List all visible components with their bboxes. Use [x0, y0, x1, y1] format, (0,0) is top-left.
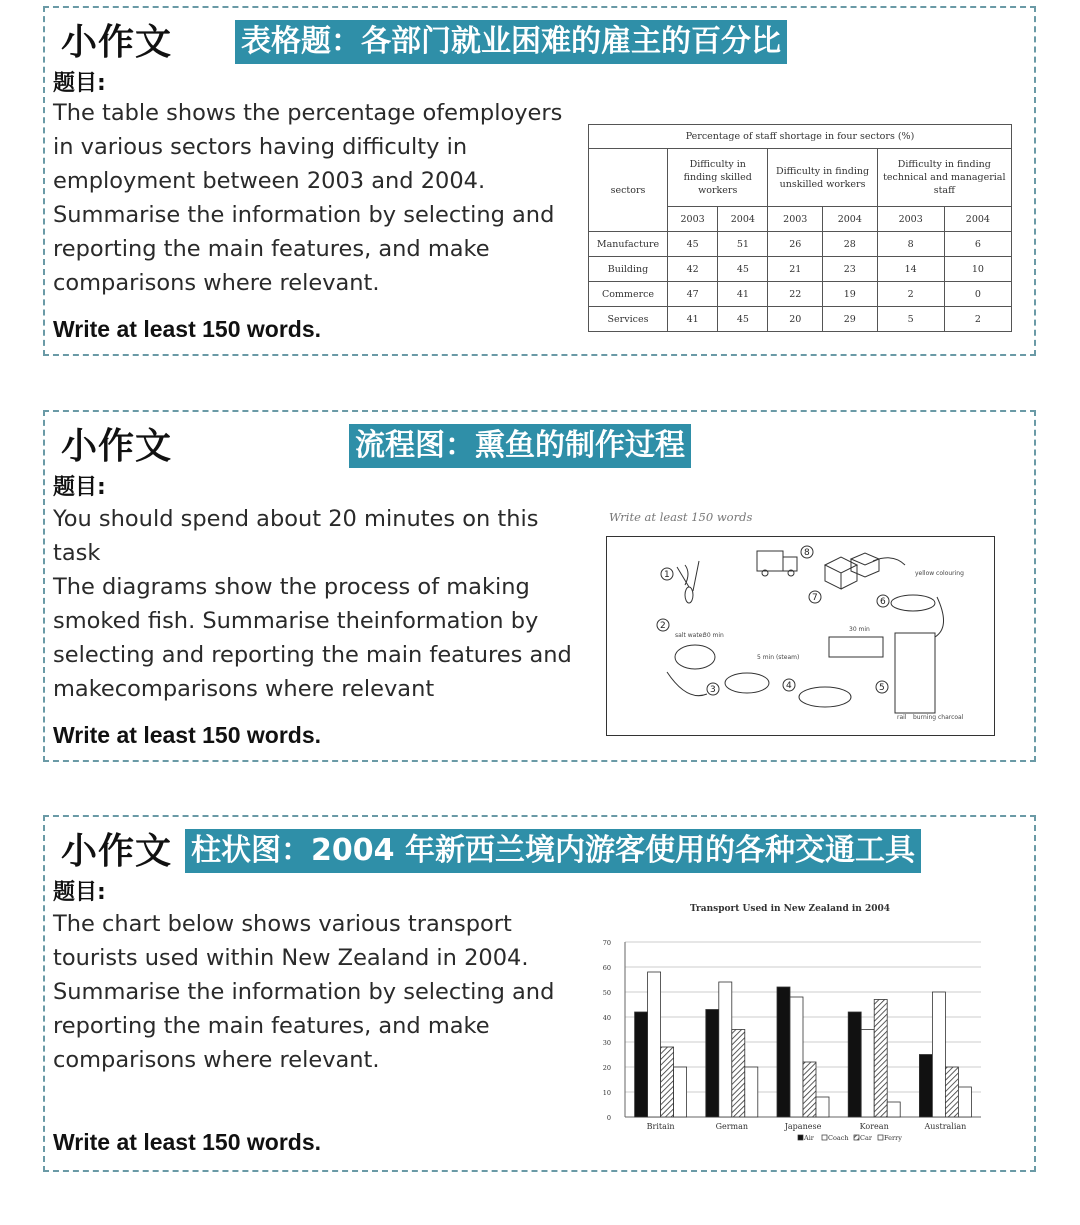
- x-tick-label: Japanese: [784, 1122, 822, 1131]
- sector-cell: Building: [589, 257, 668, 282]
- year-header: 2004: [718, 207, 768, 232]
- bar-coach: [790, 997, 803, 1117]
- group-header: Difficulty in finding skilled workers: [668, 149, 768, 207]
- step-number: 3: [710, 685, 716, 695]
- y-tick-label: 0: [606, 1114, 611, 1122]
- bar-air: [777, 987, 790, 1117]
- sector-cell: Services: [589, 307, 668, 332]
- bar-ferry: [816, 1097, 829, 1117]
- question-label: 题目:: [53, 71, 106, 96]
- word-limit: Write at least 150 words.: [53, 1129, 322, 1155]
- y-tick-label: 50: [602, 989, 611, 997]
- prompt-line: makecomparisons where relevant: [53, 676, 435, 702]
- bar-ferry: [674, 1067, 687, 1117]
- process-illustration: [607, 537, 996, 737]
- bar-coach: [648, 972, 661, 1117]
- flow-label: burning charcoal: [913, 714, 964, 721]
- step-number: 2: [660, 621, 666, 631]
- legend-swatch: [854, 1135, 859, 1140]
- year-header: 2004: [944, 207, 1011, 232]
- prompt-line: task: [53, 540, 101, 566]
- value-cell: 5: [877, 307, 944, 332]
- value-cell: 19: [823, 282, 878, 307]
- salt-water-tub-icon: [675, 645, 715, 669]
- flow-label: 30 min: [703, 632, 724, 639]
- bar-air: [706, 1010, 719, 1118]
- fish-rack-icon: [829, 637, 883, 657]
- truck-cab-icon: [783, 557, 797, 571]
- truck-icon: [757, 551, 783, 571]
- prompt-line: Summarise the information by selecting and: [53, 979, 555, 1005]
- value-cell: 21: [768, 257, 823, 282]
- year-header: 2003: [768, 207, 823, 232]
- table-row: [589, 257, 1012, 282]
- word-limit: Write at least 150 words.: [53, 316, 322, 342]
- drying-rack-icon: [799, 687, 851, 707]
- table-row: [589, 307, 1012, 332]
- prompt-line: The table shows the percentage ofemployers: [53, 100, 563, 126]
- table-caption: Percentage of staff shortage in four sectors (%): [589, 125, 1012, 149]
- value-cell: 41: [668, 307, 718, 332]
- flow-label: yellow colouring: [915, 570, 964, 577]
- value-cell: 2: [944, 307, 1011, 332]
- value-cell: 22: [768, 282, 823, 307]
- value-cell: 0: [944, 282, 1011, 307]
- fish-icon: [685, 587, 693, 603]
- year-header: 2003: [877, 207, 944, 232]
- transport-bar-chart: [585, 897, 1005, 1157]
- topic-banner: 表格题：各部门就业困难的雇主的百分比: [235, 20, 787, 64]
- prompt-line: You should spend about 20 minutes on this: [53, 506, 539, 532]
- word-limit: Write at least 150 words.: [53, 722, 322, 748]
- steamer-icon: [725, 673, 769, 693]
- value-cell: 51: [718, 232, 768, 257]
- prompt-line: reporting the main features, and make: [53, 1013, 490, 1039]
- legend-label: Car: [860, 1134, 872, 1142]
- y-tick-label: 70: [602, 939, 611, 947]
- value-cell: 47: [668, 282, 718, 307]
- step-number: 8: [804, 548, 810, 558]
- bar-ferry: [958, 1087, 971, 1117]
- value-cell: 29: [823, 307, 878, 332]
- y-tick-label: 20: [602, 1064, 611, 1072]
- sector-cell: Manufacture: [589, 232, 668, 257]
- y-tick-label: 30: [602, 1039, 611, 1047]
- year-header: 2004: [823, 207, 878, 232]
- legend-swatch: [798, 1135, 803, 1140]
- value-cell: 28: [823, 232, 878, 257]
- question-label: 题目:: [53, 475, 106, 500]
- value-cell: 23: [823, 257, 878, 282]
- table-row: [589, 232, 1012, 257]
- legend-swatch: [878, 1135, 883, 1140]
- step-number: 7: [812, 593, 818, 603]
- chart-title: Transport Used in New Zealand in 2004: [689, 904, 891, 914]
- arrow-icon: [667, 672, 707, 696]
- step-number: 6: [880, 597, 886, 607]
- sector-cell: Commerce: [589, 282, 668, 307]
- flow-label: 5 min (steam): [757, 654, 800, 661]
- y-tick-label: 40: [602, 1014, 611, 1022]
- prompt-line: employment between 2003 and 2004.: [53, 168, 486, 194]
- prompt-line: comparisons where relevant.: [53, 270, 380, 296]
- topic-banner: 流程图：熏鱼的制作过程: [349, 424, 691, 468]
- value-cell: 8: [877, 232, 944, 257]
- bar-car: [661, 1047, 674, 1117]
- card-table-task: [43, 6, 1036, 356]
- step-number: 1: [664, 570, 670, 580]
- value-cell: 45: [718, 307, 768, 332]
- smoked-fish-process-diagram: [606, 536, 995, 736]
- value-cell: 26: [768, 232, 823, 257]
- step-number: 4: [786, 681, 792, 691]
- prompt-line: comparisons where relevant.: [53, 1047, 380, 1073]
- prompt-line: The diagrams show the process of making: [53, 574, 530, 600]
- flow-label: rail: [897, 714, 907, 721]
- legend-label: Ferry: [884, 1134, 902, 1142]
- prompt-line: tourists used within New Zealand in 2004.: [53, 945, 529, 971]
- value-cell: 41: [718, 282, 768, 307]
- x-tick-label: Australian: [924, 1122, 967, 1131]
- bar-car: [803, 1062, 816, 1117]
- legend-swatch: [822, 1135, 827, 1140]
- value-cell: 45: [668, 232, 718, 257]
- topic-banner: 柱状图：2004 年新西兰境内游客使用的各种交通工具: [185, 829, 921, 873]
- bar-car: [732, 1030, 745, 1118]
- sector-header: sectors: [589, 149, 668, 232]
- bar-car: [874, 1000, 887, 1118]
- prompt-line: in various sectors having difficulty in: [53, 134, 468, 160]
- packing-box-icon: [825, 557, 857, 589]
- bar-air: [635, 1012, 648, 1117]
- prompt-line: reporting the main features, and make: [53, 236, 490, 262]
- question-label: 题目:: [53, 880, 106, 905]
- value-cell: 14: [877, 257, 944, 282]
- fishing-icon: [677, 561, 699, 591]
- bar-air: [848, 1012, 861, 1117]
- group-header: Difficulty in finding technical and managerial staff: [877, 149, 1011, 207]
- smoker-icon: [895, 633, 935, 713]
- arrow-icon: [935, 597, 944, 637]
- y-tick-label: 60: [602, 964, 611, 972]
- step-number: 5: [879, 683, 885, 693]
- x-tick-label: Britain: [646, 1122, 675, 1131]
- bar-car: [945, 1067, 958, 1117]
- colouring-tray-icon: [891, 595, 935, 611]
- prompt-line: selecting and reporting the main features and: [53, 642, 572, 668]
- packing-box-icon: [851, 553, 879, 577]
- bar-coach: [861, 1030, 874, 1118]
- bar-ferry: [745, 1067, 758, 1117]
- prompt-line: Summarise the information by selecting and: [53, 202, 555, 228]
- card-title: 小作文: [61, 426, 173, 467]
- x-tick-label: Korean: [859, 1122, 889, 1131]
- card-title: 小作文: [61, 22, 173, 63]
- table-row: [589, 282, 1012, 307]
- prompt-text: [53, 96, 573, 300]
- flow-label: salt water: [675, 632, 705, 639]
- prompt-line: smoked fish. Summarise theinformation by: [53, 608, 539, 634]
- bar-coach: [719, 982, 732, 1117]
- prompt-line: The chart below shows various transport: [53, 911, 512, 937]
- legend-label: Coach: [828, 1134, 849, 1142]
- card-flow-task: [43, 410, 1036, 762]
- bar-air: [919, 1055, 932, 1118]
- bar-ferry: [887, 1102, 900, 1117]
- value-cell: 6: [944, 232, 1011, 257]
- value-cell: 42: [668, 257, 718, 282]
- card-title: 小作文: [61, 831, 173, 872]
- flow-caption: Write at least 150 words: [609, 510, 753, 524]
- arrow-icon: [873, 558, 905, 565]
- value-cell: 20: [768, 307, 823, 332]
- prompt-text: [53, 502, 573, 706]
- year-header: 2003: [668, 207, 718, 232]
- card-bar-chart-task: [43, 815, 1036, 1172]
- legend-label: Air: [804, 1134, 814, 1142]
- value-cell: 2: [877, 282, 944, 307]
- value-cell: 45: [718, 257, 768, 282]
- flow-label: 30 min: [849, 626, 870, 633]
- x-tick-label: German: [715, 1122, 749, 1131]
- prompt-text: [53, 907, 573, 1077]
- value-cell: 10: [944, 257, 1011, 282]
- y-tick-label: 10: [602, 1089, 611, 1097]
- group-header: Difficulty in finding unskilled workers: [768, 149, 877, 207]
- bar-coach: [932, 992, 945, 1117]
- staff-shortage-table: [588, 124, 1012, 332]
